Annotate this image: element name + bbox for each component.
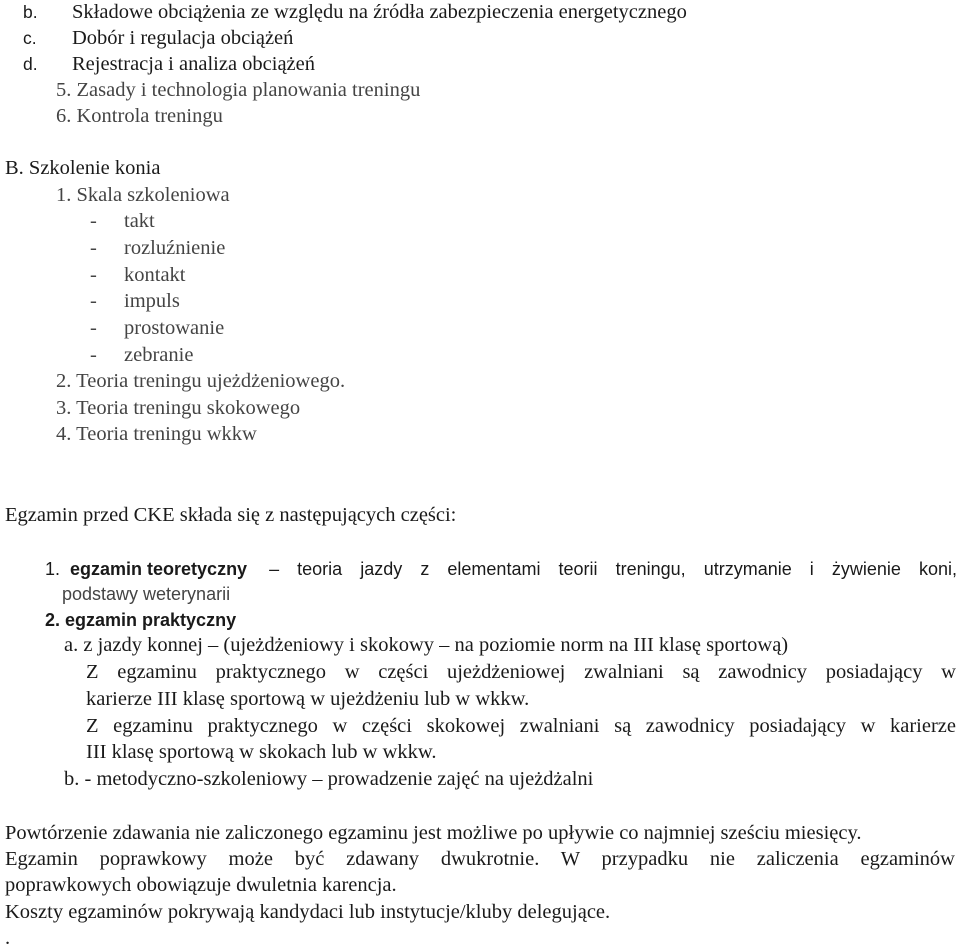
repeat-exam-note-cont: poprawkowych obowiązuje dwuletnia karencja. [5,874,397,896]
exam-part-1 [45,556,957,582]
exam-part-2b: b. - metodyczno-szkoleniowy – prowadzenie zajęć na ujeżdżalni [64,768,594,790]
scale-text: takt [124,210,155,232]
scale-text: impuls [124,290,180,312]
dash: - [90,210,97,232]
section-heading: B. Szkolenie konia [5,157,161,179]
list-marker: c. [23,28,37,48]
scale-text: rozluźnienie [124,237,226,259]
list-item-5: 5. Zasady i technologia planowania treningu [56,79,421,101]
part-1-content [70,556,957,582]
exam-part-2a: a. z jazdy konnej – (ujeżdżeniowy i skokowy – na poziomie norm na III klasę sportową) [64,634,789,656]
list-item-3: 3. Teoria treningu skokowego [56,397,301,419]
exemption-note-2: Z egzaminu praktycznego w części skokowej zwalniani są zawodnicy posiadający w karierze [86,715,956,737]
list-item-1: 1. Skala szkoleniowa [56,184,230,206]
exemption-note-1-cont: karierze III klasę sportową w ujeżdżeniu lub w wkkw. [86,688,530,710]
list-item-text: Dobór i regulacja obciążeń [72,27,294,49]
list-item-4: 4. Teoria treningu wkkw [56,423,257,445]
scale-text: zebranie [124,344,194,366]
list-item-text: Składowe obciążenia ze względu na źródła zabezpieczenia energetycznego [72,1,687,23]
part-1-continuation: podstawy weterynarii [62,584,231,604]
list-marker: b. [23,2,38,22]
exam-heading: Egzamin przed CKE składa się z następujących części: [5,504,457,526]
dash: - [90,317,97,339]
exemption-note-1: Z egzaminu praktycznego w części ujeżdżeniowej zwalniani są zawodnicy posiadający w [86,661,956,683]
list-marker: d. [23,54,38,74]
exam-part-2: 2. egzamin praktyczny [45,610,237,630]
list-item-text: Rejestracja i analiza obciążeń [72,53,316,75]
dash: - [90,264,97,286]
list-item-6: 6. Kontrola treningu [56,105,223,127]
exemption-note-2-cont: III klasę sportową w skokach lub w wkkw. [86,741,437,763]
dash: - [90,344,97,366]
costs-note: Koszty egzaminów pokrywają kandydaci lub instytucje/kluby delegujące. [5,901,611,923]
retake-note: Powtórzenie zdawania nie zaliczonego egzaminu jest możliwe po upływie co najmniej sześciu miesięcy. [5,822,862,844]
dash: - [90,237,97,259]
dash: - [90,290,97,312]
list-item-2: 2. Teoria treningu ujeżdżeniowego. [56,370,346,392]
part-1-desc: – teoria jazdy z elementami teorii treningu, utrzymanie i żywienie koni, [269,559,957,579]
scale-text: prostowanie [124,317,225,339]
part-1-title: egzamin teoretyczny [70,559,248,579]
repeat-exam-note: Egzamin poprawkowy może być zdawany dwukrotnie. W przypadku nie zaliczenia egzaminów [5,848,955,870]
part-number: 1. [45,559,61,579]
trailing-dot: . [5,927,11,949]
scale-text: kontakt [124,264,186,286]
